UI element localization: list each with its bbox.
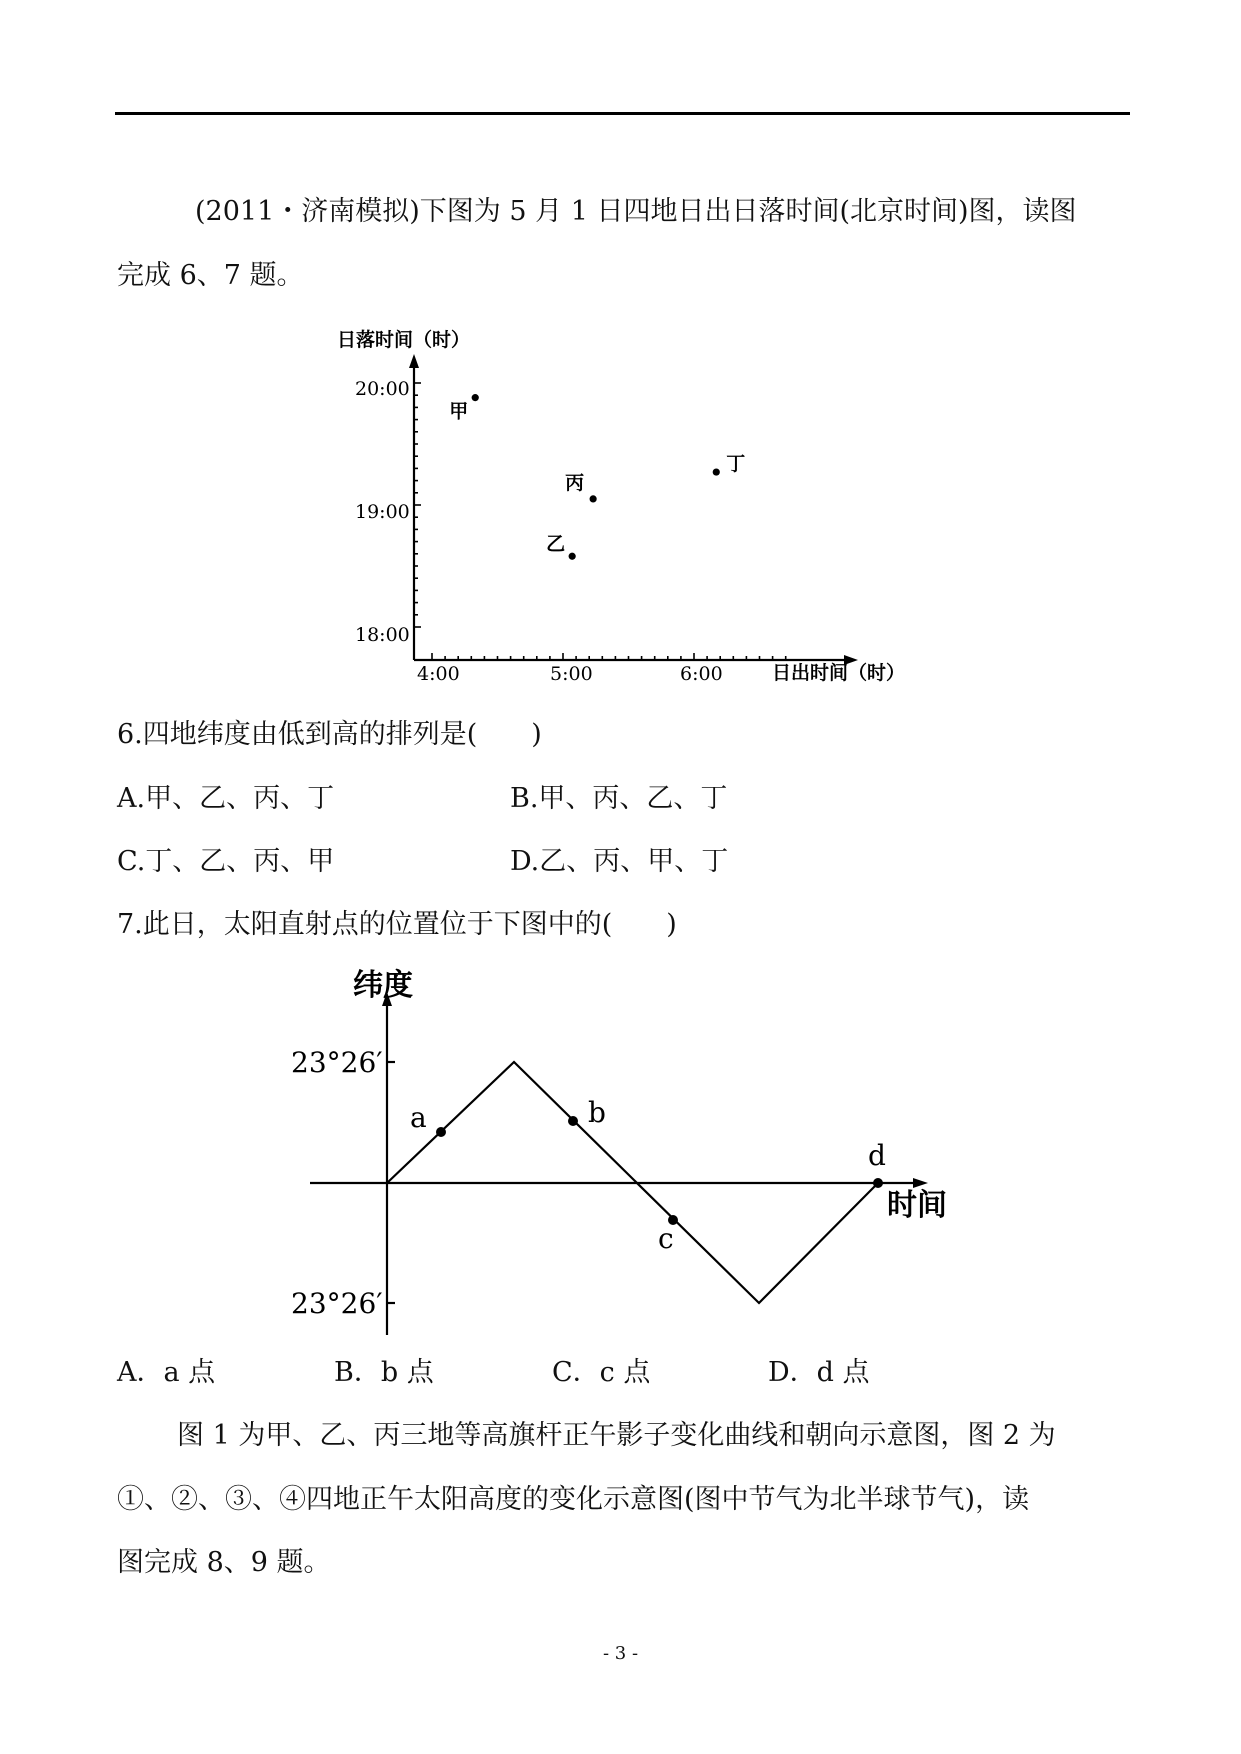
q7-option-b: B．b 点 — [334, 1357, 434, 1388]
q7-option-c: C．c 点 — [552, 1357, 651, 1388]
fig2-ylabel: 纬度 — [353, 968, 413, 1003]
chart-point-label-3: 丁 — [726, 453, 746, 476]
q6-option-a: A.甲、乙、丙、丁 — [117, 783, 335, 814]
q6-option-d: D.乙、丙、甲、丁 — [510, 846, 729, 877]
q7-stem: 7.此日，太阳直射点的位置位于下图中的( ) — [117, 909, 677, 940]
fig2-bottom-tick-label: 23°26′ — [291, 1287, 383, 1320]
q6-stem: 6.四地纬度由低到高的排列是( ) — [117, 719, 542, 750]
fig2-x-axis-arrow — [913, 1178, 928, 1188]
chart-ytick-1900: 19:00 — [355, 501, 410, 523]
fig2-label-a: a — [410, 1101, 427, 1134]
fig2-point-b — [568, 1116, 578, 1126]
chart-xtick-500: 5:00 — [550, 663, 593, 685]
chart-ytick-2000: 20:00 — [355, 378, 410, 400]
chart-ytick-1800: 18:00 — [355, 624, 410, 646]
para-line-3: 图完成 8、9 题。 — [117, 1547, 331, 1578]
q7-option-d: D．d 点 — [768, 1357, 870, 1388]
fig2-top-tick-label: 23°26′ — [291, 1046, 383, 1079]
chart-xlabel: 日出时间（时） — [772, 662, 906, 684]
fig2-label-d: d — [868, 1139, 886, 1172]
fig2-xlabel: 时间 — [887, 1188, 947, 1223]
q6-option-c: C.丁、乙、丙、甲 — [117, 846, 335, 877]
intro-line-1: (2011・济南模拟)下图为 5 月 1 日四地日出日落时间(北京时间)图，读图 — [195, 196, 1077, 227]
chart-xtick-400: 4:00 — [417, 663, 460, 685]
chart-point-label-0: 甲 — [449, 400, 469, 423]
fig2-label-b: b — [588, 1096, 606, 1129]
para-line-2: ①、②、③、④四地正午太阳高度的变化示意图(图中节气为北半球节气)，读 — [117, 1484, 1030, 1515]
q6-option-b: B.甲、丙、乙、丁 — [510, 783, 728, 814]
chart-point-label-1: 乙 — [546, 533, 566, 556]
chart-point-label-2: 丙 — [565, 471, 585, 494]
chart-ylabel: 日落时间（时） — [337, 329, 471, 351]
fig2-point-d — [873, 1178, 883, 1188]
fig2-label-c: c — [658, 1222, 674, 1255]
q7-option-a: A．a 点 — [117, 1357, 216, 1388]
chart-xtick-600: 6:00 — [680, 663, 723, 685]
page-number: - 3 - — [602, 1643, 639, 1664]
fig2-point-a — [436, 1127, 446, 1137]
intro-line-2: 完成 6、7 题。 — [117, 260, 304, 291]
para-line-1: 图 1 为甲、乙、丙三地等高旗杆正午影子变化曲线和朝向示意图，图 2 为 — [177, 1420, 1056, 1451]
